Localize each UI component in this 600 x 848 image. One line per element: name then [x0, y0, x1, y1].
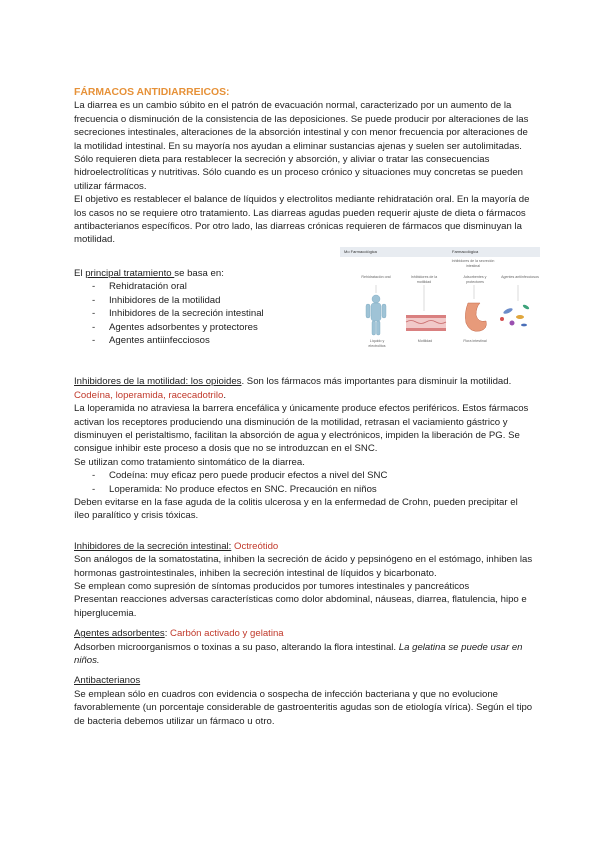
figure-label: Líquido y electrolitos	[368, 339, 386, 348]
treatment-prefix: El	[74, 267, 86, 279]
adsorbents-paragraph	[74, 641, 534, 668]
figure-illustration	[340, 247, 540, 357]
intro-paragraph: La diarrea es un cambio súbito en el patrón de evacuación normal, caracterizado por un aumento de la frecuencia o disminución de la consistencia de las deposiciones. Se puede producir por alteraciones de las secreciones intestinales, alteraciones de la absorción intestinal y con menor frecuencia por alteraciones de la motilidad intestinal. En su mayoría nos ayudan a eliminar sustancias ajenas y suelen ser autolimitadas. Sólo requieren dieta para restablecer la secreción y absorción, y aliviar o tratar las consecuencias hidroelectrolíticas y nutritivas. Sólo cuando es un proceso crónico y situaciones muy concretas se pueden utilizar fármacos.	[74, 100, 529, 192]
list-item: - Inhibidores de la motilidad	[74, 294, 334, 307]
motility-heading-rest: . Son los fármacos más importantes para disminuir la motilidad.	[241, 376, 512, 388]
stomach-icon	[465, 303, 486, 331]
figure-label: Agentes antiinfecciosos	[501, 275, 539, 279]
document-title: FÁRMACOS ANTIDIARREICOS:	[74, 87, 230, 98]
list-item: - Agentes antiinfecciosos	[74, 334, 334, 347]
adsorbents-italic: La gelatina se puede usar en niños.	[74, 641, 523, 667]
motility-drugs-end: .	[223, 389, 226, 401]
secretion-line: Son análogos de la somatostatina, inhiben la secreción de ácido y pepsinógeno en el estómago, inhiben las hormonas gastrointestinales, inhiben la secreción intestinal de líquidos y bicarbonato.	[74, 554, 533, 579]
figure-label: Inhibidores de la secreción intestinal	[451, 259, 495, 268]
objective-paragraph: El objetivo es restablecer el balance de líquidos y electrolitos mediante rehidratación oral. En la mayoría de los casos no se requiere otro tratamiento. Las diarreas agudas pueden requerir ajuste de dieta o fármacos antibacterianos específicos. Por otro lado, las diarreas crónicas requieren de fármacos que disminuyan la motilidad.	[74, 194, 530, 246]
intestine-wall-icon	[406, 315, 446, 331]
document-page	[74, 86, 534, 728]
bacteria-icon	[500, 304, 530, 327]
motility-paragraph-3: Deben evitarse en la fase aguda de la colitis ulcerosa y en la enfermedad de Crohn, pueden precipitar el íleo paralítico y crisis tóxicas.	[74, 496, 518, 522]
motility-heading: Inhibidores de la motilidad: los opioides	[74, 376, 242, 388]
figure-label: Adsorbentes y protectores	[463, 275, 487, 284]
adsorbents-heading: Agentes adsorbentes	[74, 628, 165, 640]
treatment-intro	[74, 267, 334, 280]
secretion-line: Presentan reacciones adversas características como dolor abdominal, náuseas, diarrea, flatulencia, hipo e hiperglucemia.	[74, 594, 527, 619]
secretion-drug: Octreótido	[231, 540, 279, 552]
figure-header-left: Mo Farmacológica	[344, 249, 377, 254]
treatment-suffix: se basa en:	[174, 267, 224, 279]
list-item: - Inhibidores de la secreción intestinal	[74, 307, 334, 320]
adsorbents-sep: :	[164, 628, 171, 640]
secretion-line: Se emplean como supresión de síntomas producidos por tumores intestinales y pancreáticos	[74, 581, 470, 592]
figure-label: Motilidad	[417, 339, 433, 343]
human-body-icon	[366, 295, 386, 335]
figure-connectors	[376, 285, 518, 311]
figure-label: Flora intestinal	[463, 339, 487, 343]
motility-drugs: Codeína, loperamida, racecadotrilo	[74, 389, 224, 401]
figure-label: Rehidratación oral	[361, 275, 391, 279]
treatment-figure	[340, 247, 540, 357]
list-item: - Agentes adsorbentes y protectores	[74, 321, 334, 334]
antibacterial-paragraph: Se emplean sólo en cuadros con evidencia o sospecha de infección bacteriana y que no evolucione favorablemente (un porcentaje considerable de gastroenteritis agudas son de etiología vírica). Según el tipo de bacteria debemos utilizar un fármaco u otro.	[74, 688, 533, 727]
adsorbents-heading-line	[74, 627, 534, 640]
list-item: - Loperamida: No produce efectos en SNC. Precaución en niños	[74, 483, 534, 496]
treatment-list	[74, 280, 334, 347]
motility-paragraph-2: Se utilizan como tratamiento sintomático de la diarrea.	[74, 456, 305, 468]
figure-label: Inhibidores de la motilidad	[410, 275, 438, 284]
figure-header-right: Farmacológica	[452, 249, 479, 254]
adsorbents-text: Adsorben microorganismos o toxinas a su paso, alterando la flora intestinal.	[74, 641, 399, 653]
motility-list	[74, 469, 534, 496]
list-item: - Codeína: muy eficaz pero puede producir efectos a nivel del SNC	[74, 469, 534, 482]
motility-paragraph-1: La loperamida no atraviesa la barrera encefálica y únicamente produce efectos periféricos. Estos fármacos activan los receptores produciendo una disminución de la motilidad, retrasan el vaciamiento gástrico y disminuyen el peristaltismo, facilitan la absorción de agua y electrónicos, impiden la liberación de PG. Se consigue inhibir este proceso a dosis que no se introduzcan en el SNC.	[74, 403, 529, 455]
list-item: - Rehidratación oral	[74, 280, 334, 293]
secretion-heading-line	[74, 540, 534, 553]
adsorbents-drugs: Carbón activado y gelatina	[170, 628, 284, 640]
antibacterial-heading: Antibacterianos	[74, 675, 141, 687]
secretion-heading: Inhibidores de la secreción intestinal:	[74, 540, 232, 552]
motility-intro	[74, 375, 534, 402]
treatment-underlined: principal tratamiento	[85, 267, 175, 279]
